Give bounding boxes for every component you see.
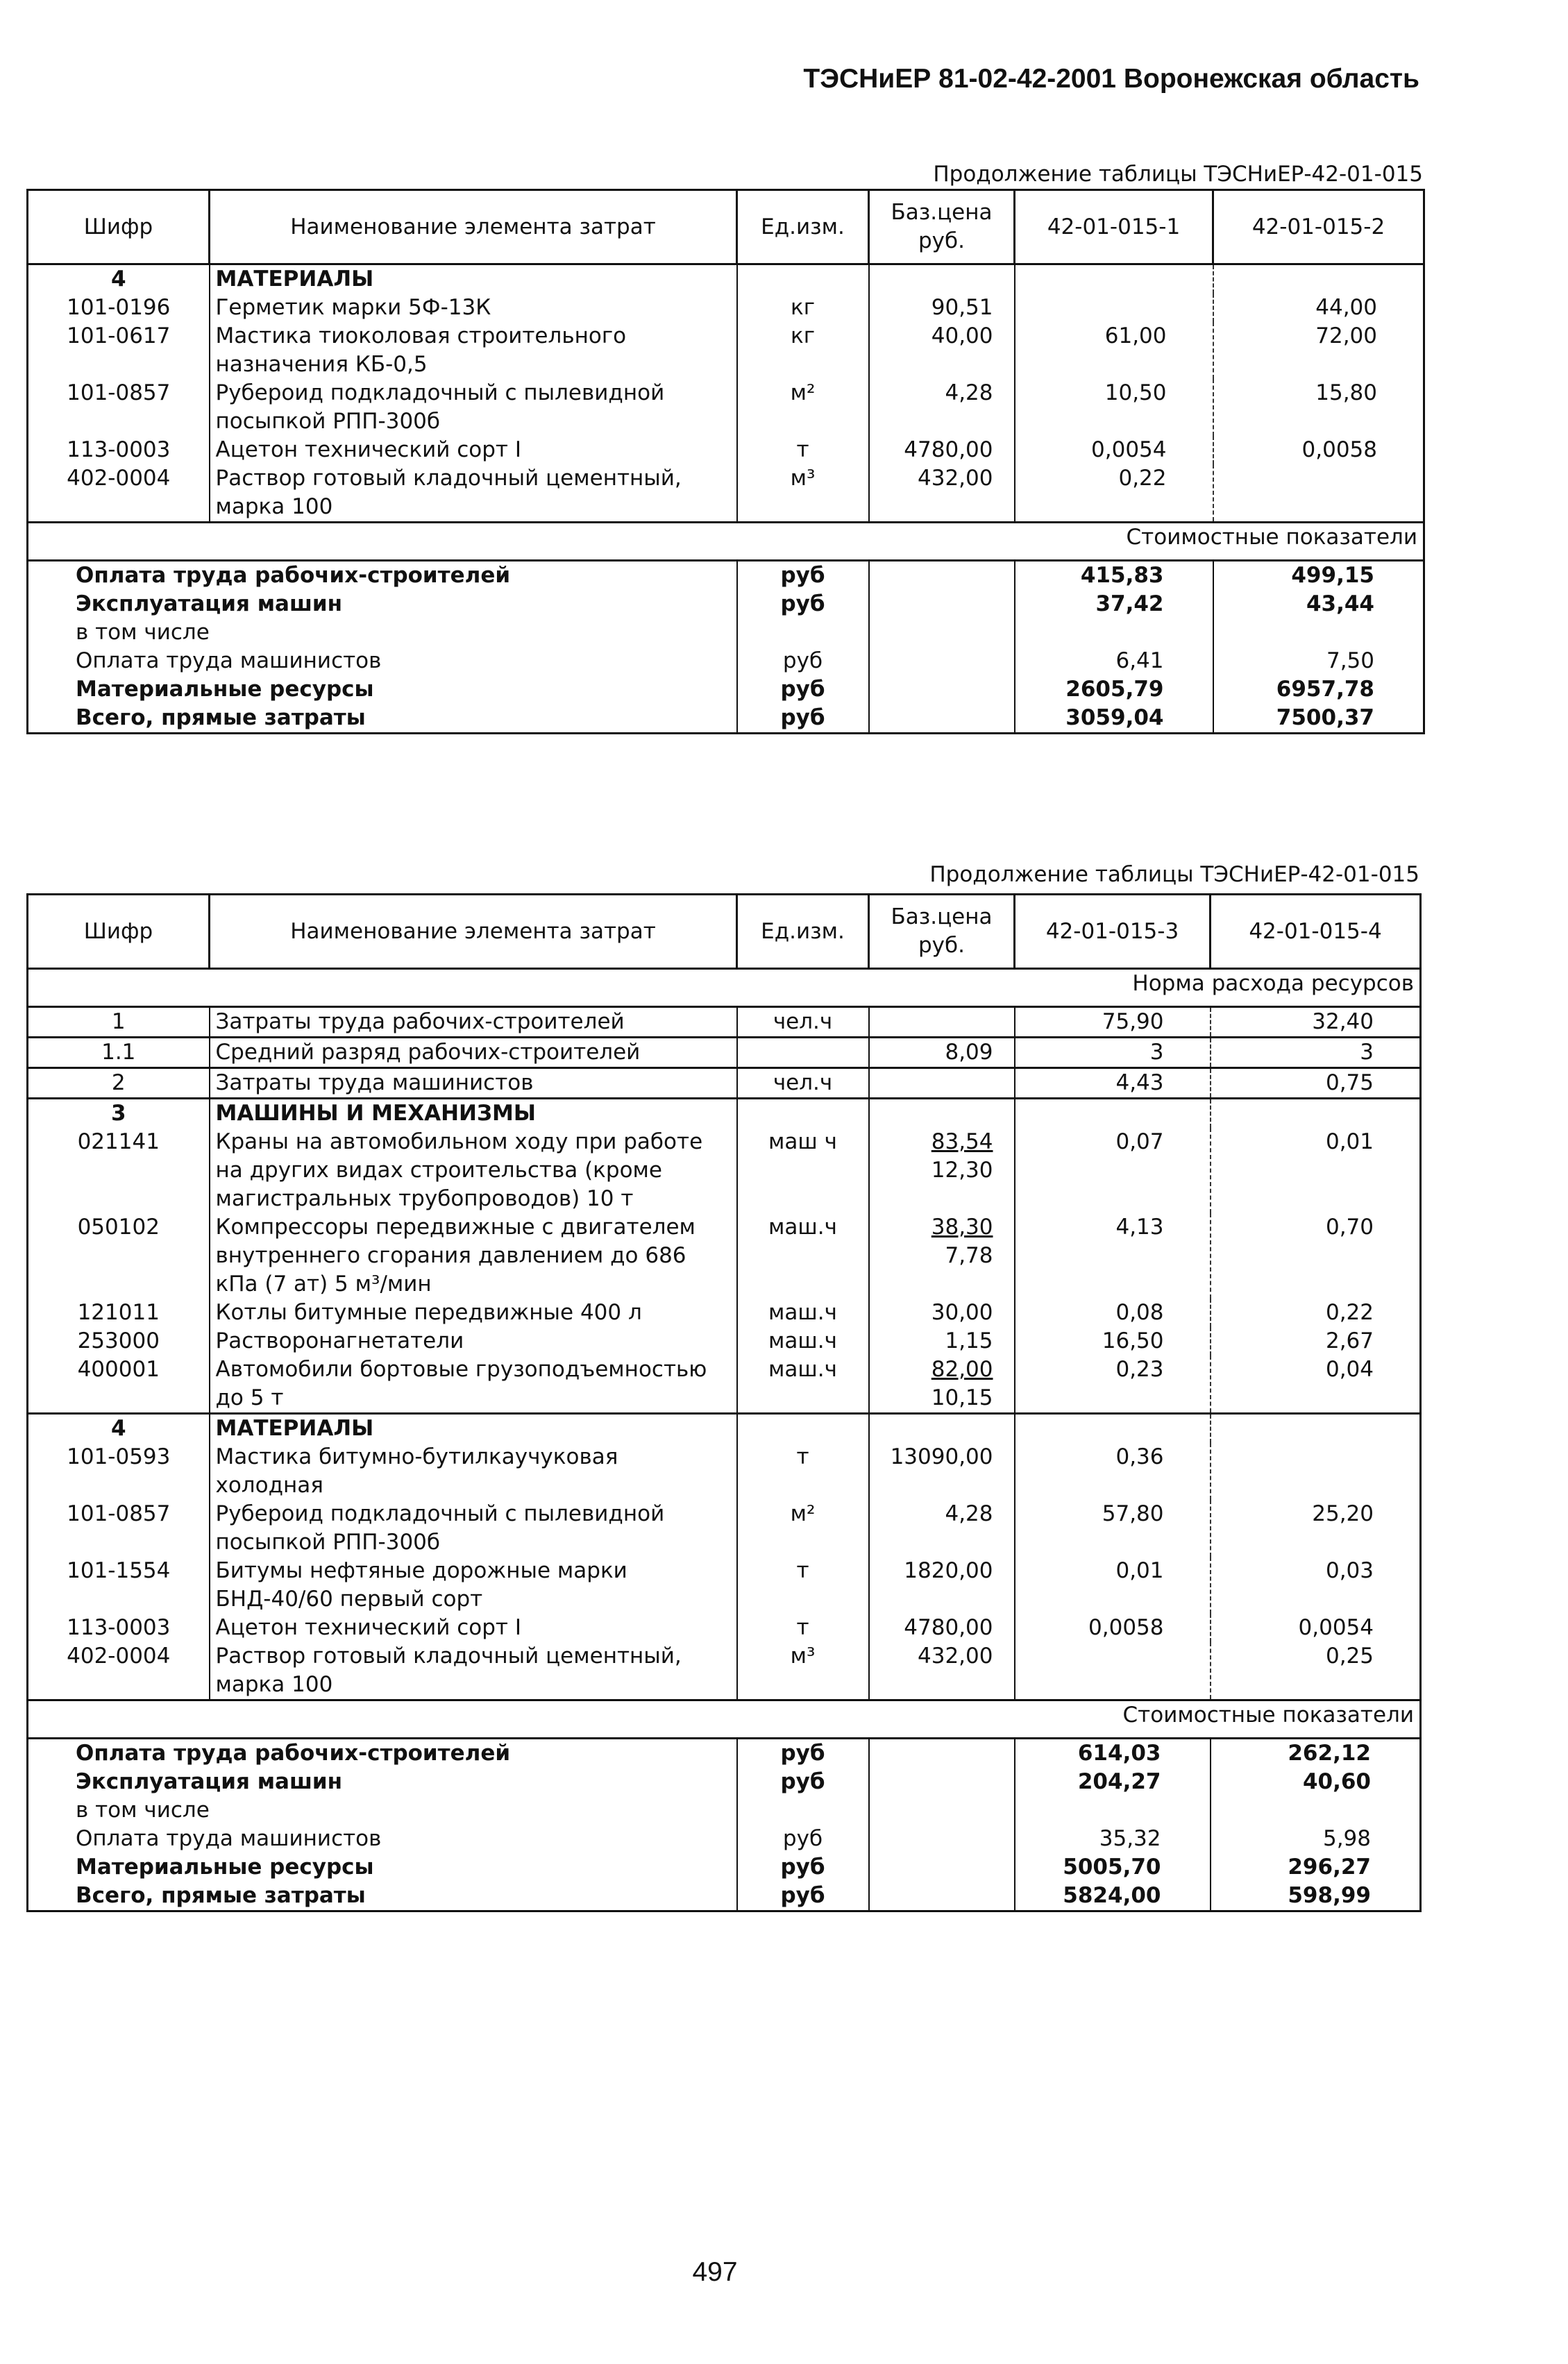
- row-code: 2: [28, 1068, 210, 1099]
- empty-cell: [1015, 1099, 1211, 1129]
- empty-cell: [869, 1768, 1015, 1796]
- cost-value-2: 598,99: [1211, 1882, 1421, 1911]
- row-price: [869, 379, 1015, 436]
- row-code: 101-0857: [67, 380, 171, 405]
- row-price: [869, 1614, 1015, 1642]
- table-row: [28, 1299, 1421, 1327]
- cost-value-2: [1211, 1796, 1421, 1825]
- empty-cell: [869, 264, 1015, 294]
- section-number: 4: [28, 264, 210, 294]
- document-header: ТЭСНиЕР 81-02-42-2001 Воронежская область: [803, 64, 1419, 94]
- row-price-value: 40,00: [931, 323, 993, 348]
- page-number: 497: [692, 2257, 738, 2287]
- cost-value-2: 499,15: [1213, 561, 1424, 591]
- row-price-value: 82,00: [931, 1357, 993, 1382]
- row-name: Мастика битумно-бутилкаучуковая холодная: [210, 1443, 737, 1500]
- cost-value-2: 6957,78: [1213, 675, 1424, 704]
- table-row: [28, 436, 1424, 464]
- cost-label: Оплата труда машинистов: [76, 648, 382, 673]
- cost-row: [28, 1768, 1421, 1796]
- row-unit: т: [737, 1614, 869, 1642]
- row-value-2: 0,04: [1211, 1356, 1421, 1414]
- row-price: [869, 1557, 1015, 1614]
- empty-cell: [869, 1099, 1015, 1129]
- cost-value-2: 7500,37: [1213, 704, 1424, 734]
- row-price: [869, 1642, 1015, 1700]
- row-price: [869, 1068, 1015, 1099]
- section-row: [28, 264, 1424, 294]
- row-code: 113-0003: [67, 1615, 171, 1640]
- row-code: 101-0593: [67, 1444, 171, 1469]
- row-value-1: 0,0058: [1015, 1614, 1211, 1642]
- band-label: Норма расхода ресурсов: [28, 969, 1421, 1007]
- cost-value-1: 204,27: [1015, 1768, 1211, 1796]
- row-price-value: 432,00: [918, 1644, 993, 1669]
- band-row: [28, 1700, 1421, 1739]
- table-row: [28, 1356, 1421, 1414]
- row-price-value: 1820,00: [904, 1558, 993, 1583]
- row-value-2: 0,0054: [1211, 1614, 1421, 1642]
- empty-cell: [1213, 264, 1424, 294]
- row-value-1: 57,80: [1015, 1500, 1211, 1557]
- row-price-value: 13090,00: [890, 1444, 993, 1469]
- table-row: [28, 294, 1424, 322]
- col-v2-header: 42-01-015-4: [1211, 895, 1421, 969]
- row-value-2: 15,80: [1213, 379, 1424, 436]
- cost-label: в том числе: [76, 620, 210, 645]
- row-value-1: 10,50: [1015, 379, 1213, 436]
- table-row: [28, 1068, 1421, 1099]
- band-label: Стоимостные показатели: [28, 523, 1424, 561]
- row-price-value: 4,28: [945, 380, 993, 405]
- row-code: 101-1554: [67, 1558, 171, 1583]
- row-unit: т: [737, 1557, 869, 1614]
- table-row: [28, 1443, 1421, 1500]
- row-value-1: 61,00: [1015, 322, 1213, 379]
- table-row: [28, 1500, 1421, 1557]
- row-price-value: 4780,00: [904, 437, 993, 462]
- empty-cell: [869, 618, 1015, 647]
- table-row: [28, 464, 1424, 523]
- row-unit: маш.ч: [737, 1356, 869, 1414]
- table-row: [28, 1038, 1421, 1068]
- cost-label: Оплата труда рабочих-строителей: [76, 1741, 511, 1766]
- empty-cell: [869, 1882, 1015, 1911]
- cost-unit: руб: [737, 1882, 869, 1911]
- empty-cell: [869, 1796, 1015, 1825]
- section-title: МАШИНЫ И МЕХАНИЗМЫ: [210, 1099, 737, 1129]
- cost-row: [28, 675, 1424, 704]
- empty-cell: [869, 1853, 1015, 1882]
- table2: [26, 893, 1422, 1912]
- cost-value-1: 415,83: [1015, 561, 1213, 591]
- cost-unit: руб: [737, 1768, 869, 1796]
- row-value-2: 72,00: [1213, 322, 1424, 379]
- table-row: [28, 322, 1424, 379]
- cost-value-1: 3059,04: [1015, 704, 1213, 734]
- table1: [26, 189, 1425, 734]
- empty-cell: [1015, 264, 1213, 294]
- section-title: МАТЕРИАЛЫ: [210, 1414, 737, 1444]
- col-unit-header: Ед.изм.: [737, 190, 869, 264]
- empty-cell: [1211, 1099, 1421, 1129]
- row-price-value: 90,51: [931, 295, 993, 320]
- row-price-value: 432,00: [918, 466, 993, 491]
- row-name: Автомобили бортовые грузоподъемностью до 5 т: [210, 1356, 737, 1414]
- cost-value-2: 43,44: [1213, 590, 1424, 618]
- section-number: 3: [28, 1099, 210, 1129]
- row-value-1: 0,23: [1015, 1356, 1211, 1414]
- table-row: [28, 1614, 1421, 1642]
- row-name: Компрессоры передвижные с двигателем внутреннего сгорания давлением до 686 кПа (7 ат) 5 м³/мин: [210, 1213, 737, 1299]
- row-code: 1: [111, 1009, 126, 1034]
- cost-unit: руб: [737, 704, 869, 734]
- row-value-2: 0,70: [1211, 1213, 1421, 1299]
- row-name: Ацетон технический сорт I: [210, 436, 737, 464]
- row-value-2: 25,20: [1211, 1500, 1421, 1557]
- col-name-header: Наименование элемента затрат: [210, 895, 737, 969]
- band-row: [28, 969, 1421, 1007]
- col-v1-header: 42-01-015-1: [1015, 190, 1213, 264]
- empty-cell: [869, 647, 1015, 675]
- cost-row: [28, 590, 1424, 618]
- table1-header-row: [28, 190, 1424, 264]
- cost-row: [28, 1739, 1421, 1768]
- row-name: Раствор готовый кладочный цементный, марка 100: [210, 1642, 737, 1700]
- row-code: 113-0003: [67, 437, 171, 462]
- cost-value-1: 2605,79: [1015, 675, 1213, 704]
- row-name: Герметик марки 5Ф-13К: [210, 294, 737, 322]
- cost-label: Всего, прямые затраты: [76, 705, 366, 730]
- row-name: Мастика тиоколовая строительного назначения КБ-0,5: [210, 322, 737, 379]
- row-value-1: [1015, 1642, 1211, 1700]
- row-name: Затраты труда машинистов: [210, 1068, 737, 1099]
- cost-label: Материальные ресурсы: [76, 677, 374, 702]
- cost-unit: руб: [737, 675, 869, 704]
- col-code-header: Шифр: [28, 190, 210, 264]
- empty-cell: [869, 704, 1015, 734]
- row-price-value: 83,54: [931, 1129, 993, 1154]
- col-v2-header: 42-01-015-2: [1213, 190, 1424, 264]
- section-row: [28, 1099, 1421, 1129]
- table-row: [28, 379, 1424, 436]
- cost-value-2: 7,50: [1213, 647, 1424, 675]
- row-value-1: 16,50: [1015, 1327, 1211, 1356]
- row-code: 1.1: [28, 1038, 210, 1068]
- cost-value-1: [1015, 618, 1213, 647]
- row-price-value: 8,09: [945, 1040, 993, 1065]
- col-v1-header: 42-01-015-3: [1015, 895, 1211, 969]
- row-unit: чел.ч: [737, 1068, 869, 1099]
- cost-row: [28, 1825, 1421, 1853]
- empty-cell: [869, 590, 1015, 618]
- col-name-header: Наименование элемента затрат: [210, 190, 737, 264]
- row-price: [869, 1299, 1015, 1327]
- row-name: Средний разряд рабочих-строителей: [210, 1038, 737, 1068]
- cost-value-1: 614,03: [1015, 1739, 1211, 1768]
- cost-unit: руб: [737, 1825, 869, 1853]
- row-code: 402-0004: [67, 466, 171, 491]
- section-title: МАТЕРИАЛЫ: [210, 264, 737, 294]
- row-code: 021141: [77, 1129, 160, 1154]
- table1-caption: Продолжение таблицы ТЭСНиЕР-42-01-015: [933, 162, 1423, 187]
- empty-cell: [1211, 1414, 1421, 1444]
- cost-unit: руб: [737, 561, 869, 591]
- table-row: [28, 1213, 1421, 1299]
- row-name: Рубероид подкладочный с пылевидной посыпкой РПП-300б: [210, 379, 737, 436]
- row-price-value: 30,00: [931, 1300, 993, 1325]
- cost-value-1: 35,32: [1015, 1825, 1211, 1853]
- row-value-2: 0,22: [1211, 1299, 1421, 1327]
- row-value-1: 0,01: [1015, 1557, 1211, 1614]
- row-price-value: 4,28: [945, 1501, 993, 1526]
- table-row: [28, 1007, 1421, 1038]
- row-value-2: 3: [1211, 1038, 1421, 1068]
- table-row: [28, 1128, 1421, 1213]
- row-price: [869, 294, 1015, 322]
- row-price-secondary: 10,15: [931, 1385, 993, 1410]
- cost-unit: [737, 1796, 869, 1825]
- row-code: 253000: [77, 1328, 160, 1353]
- row-value-2: 44,00: [1213, 294, 1424, 322]
- row-unit: кг: [737, 294, 869, 322]
- row-value-2: 2,67: [1211, 1327, 1421, 1356]
- empty-cell: [737, 1414, 869, 1444]
- empty-cell: [869, 675, 1015, 704]
- row-name: Затраты труда рабочих-строителей: [210, 1007, 737, 1038]
- row-value-1: 75,90: [1015, 1007, 1211, 1038]
- table2-header-row: [28, 895, 1421, 969]
- cost-label: Оплата труда рабочих-строителей: [76, 563, 511, 588]
- row-code: 050102: [77, 1215, 160, 1240]
- row-name: Ацетон технический сорт I: [210, 1614, 737, 1642]
- empty-cell: [737, 1099, 869, 1129]
- row-price: [869, 1356, 1015, 1414]
- cost-row: [28, 1882, 1421, 1911]
- row-code: 402-0004: [67, 1644, 171, 1669]
- cost-unit: руб: [737, 1853, 869, 1882]
- cost-row: [28, 561, 1424, 591]
- band-label: Стоимостные показатели: [28, 1700, 1421, 1739]
- cost-label: Эксплуатация машин: [76, 591, 343, 616]
- row-unit: кг: [737, 322, 869, 379]
- row-value-1: 0,0054: [1015, 436, 1213, 464]
- row-name: Битумы нефтяные дорожные марки БНД-40/60 первый сорт: [210, 1557, 737, 1614]
- row-unit: м²: [737, 379, 869, 436]
- row-code: 121011: [77, 1300, 160, 1325]
- empty-cell: [869, 1739, 1015, 1768]
- section-row: [28, 1414, 1421, 1444]
- row-unit: маш ч: [737, 1128, 869, 1213]
- cost-row: [28, 1796, 1421, 1825]
- cost-unit: [737, 618, 869, 647]
- row-value-2: 0,03: [1211, 1557, 1421, 1614]
- row-unit: маш.ч: [737, 1299, 869, 1327]
- row-price: [869, 322, 1015, 379]
- row-value-1: 3: [1015, 1038, 1211, 1068]
- section-number: 4: [28, 1414, 210, 1444]
- row-unit: м²: [737, 1500, 869, 1557]
- row-unit: м³: [737, 464, 869, 523]
- row-price: [869, 1213, 1015, 1299]
- row-price: [869, 1443, 1015, 1500]
- row-code: 400001: [77, 1357, 160, 1382]
- cost-value-2: 40,60: [1211, 1768, 1421, 1796]
- row-price: [869, 1038, 1015, 1068]
- row-value-2: 32,40: [1211, 1007, 1421, 1038]
- row-value-1: 0,08: [1015, 1299, 1211, 1327]
- row-unit: маш.ч: [737, 1213, 869, 1299]
- table2-caption: Продолжение таблицы ТЭСНиЕР-42-01-015: [929, 862, 1419, 887]
- row-price: [869, 1007, 1015, 1038]
- col-code-header: Шифр: [28, 895, 210, 969]
- row-value-1: 4,43: [1015, 1068, 1211, 1099]
- row-name: Растворонагнетатели: [210, 1327, 737, 1356]
- row-value-1: 0,36: [1015, 1443, 1211, 1500]
- row-name: Раствор готовый кладочный цементный, марка 100: [210, 464, 737, 523]
- row-unit: м³: [737, 1642, 869, 1700]
- row-value-1: 0,22: [1015, 464, 1213, 523]
- row-value-2: [1213, 464, 1424, 523]
- row-unit: чел.ч: [737, 1007, 869, 1038]
- row-code: 101-0857: [67, 1501, 171, 1526]
- row-price-value: 4780,00: [904, 1615, 993, 1640]
- empty-cell: [737, 264, 869, 294]
- row-name: Рубероид подкладочный с пылевидной посыпкой РПП-300б: [210, 1500, 737, 1557]
- cost-label: в том числе: [76, 1798, 210, 1823]
- row-price: [869, 1128, 1015, 1213]
- cost-label: Материальные ресурсы: [76, 1855, 374, 1880]
- row-value-2: 0,75: [1211, 1068, 1421, 1099]
- row-price-value: 38,30: [931, 1215, 993, 1240]
- row-unit: т: [737, 1443, 869, 1500]
- table-row: [28, 1642, 1421, 1700]
- cost-label: Оплата труда машинистов: [76, 1826, 382, 1851]
- cost-label: Всего, прямые затраты: [76, 1883, 366, 1908]
- row-price: [869, 464, 1015, 523]
- row-price: [869, 436, 1015, 464]
- row-code: 101-0196: [67, 295, 171, 320]
- cost-row: [28, 1853, 1421, 1882]
- row-unit: [737, 1038, 869, 1068]
- row-value-2: 0,25: [1211, 1642, 1421, 1700]
- row-value-2: 0,01: [1211, 1128, 1421, 1213]
- row-value-1: 4,13: [1015, 1213, 1211, 1299]
- cost-row: [28, 618, 1424, 647]
- empty-cell: [869, 1414, 1015, 1444]
- row-price-secondary: 12,30: [931, 1158, 993, 1183]
- cost-value-2: [1213, 618, 1424, 647]
- cost-row: [28, 704, 1424, 734]
- table-row: [28, 1557, 1421, 1614]
- cost-unit: руб: [737, 590, 869, 618]
- cost-value-1: [1015, 1796, 1211, 1825]
- row-value-1: 0,07: [1015, 1128, 1211, 1213]
- row-price: [869, 1500, 1015, 1557]
- cost-value-1: 6,41: [1015, 647, 1213, 675]
- row-price-secondary: 7,78: [945, 1243, 993, 1268]
- row-name: Краны на автомобильном ходу при работе на других видах строительства (кроме магистральных трубопроводов) 10 т: [210, 1128, 737, 1213]
- cost-value-2: 5,98: [1211, 1825, 1421, 1853]
- col-unit-header: Ед.изм.: [737, 895, 869, 969]
- cost-value-1: 37,42: [1015, 590, 1213, 618]
- row-code: 101-0617: [67, 323, 171, 348]
- table-row: [28, 1327, 1421, 1356]
- row-value-2: [1211, 1443, 1421, 1500]
- cost-label: Эксплуатация машин: [76, 1769, 343, 1794]
- empty-cell: [1015, 1414, 1211, 1444]
- row-name: Котлы битумные передвижные 400 л: [210, 1299, 737, 1327]
- cost-value-1: 5824,00: [1015, 1882, 1211, 1911]
- row-unit: маш.ч: [737, 1327, 869, 1356]
- cost-value-2: 262,12: [1211, 1739, 1421, 1768]
- empty-cell: [869, 1825, 1015, 1853]
- cost-unit: руб: [737, 647, 869, 675]
- cost-unit: руб: [737, 1739, 869, 1768]
- row-price: [869, 1327, 1015, 1356]
- empty-cell: [869, 561, 1015, 591]
- row-price-value: 1,15: [945, 1328, 993, 1353]
- band-row: [28, 523, 1424, 561]
- cost-row: [28, 647, 1424, 675]
- row-value-2: 0,0058: [1213, 436, 1424, 464]
- cost-value-1: 5005,70: [1015, 1853, 1211, 1882]
- row-value-1: [1015, 294, 1213, 322]
- row-unit: т: [737, 436, 869, 464]
- col-price-header: Баз.цена руб.: [869, 895, 1015, 969]
- cost-value-2: 296,27: [1211, 1853, 1421, 1882]
- col-price-header: Баз.цена руб.: [869, 190, 1015, 264]
